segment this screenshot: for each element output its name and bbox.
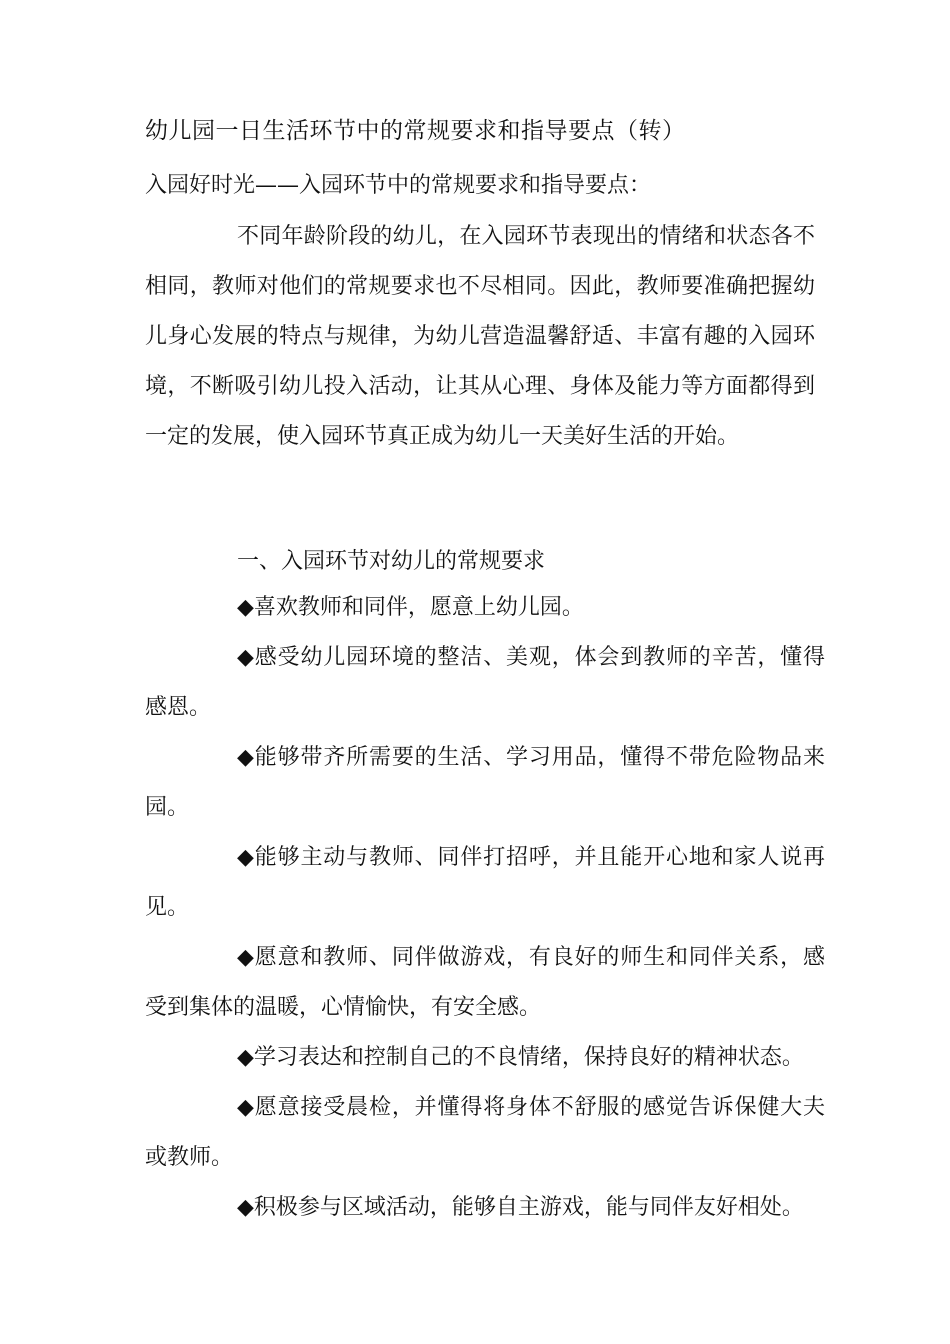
list-item: ◆积极参与区域活动，能够自主游戏，能与同伴友好相处。 (237, 1195, 804, 1220)
intro-paragraph: 不同年龄阶段的幼儿，在入园环节表现出的情绪和状态各不相同，教师对他们的常规要求也不尽相同。因此，教师要准确把握幼儿身心发展的特点与规律，为幼儿营造温馨舒适、丰富有趣的入园环境，不断吸引幼儿投入活动，让其从心理、身体及能力等方面都得到一定的发展，使入园环节真正成为幼儿一天美好生活的开始。 (145, 224, 815, 449)
document-title: 幼儿园一日生活环节中的常规要求和指导要点（转） (145, 118, 686, 144)
list-item: ◆能够带齐所需要的生活、学习用品，懂得不带危险物品来园。 (145, 745, 825, 820)
list-item: ◆学习表达和控制自己的不良情绪，保持良好的精神状态。 (237, 1045, 804, 1070)
list-item: ◆愿意和教师、同伴做游戏，有良好的师生和同伴关系，感受到集体的温暖，心情愉快，有安全感。 (145, 945, 825, 1020)
list-item: ◆能够主动与教师、同伴打招呼，并且能开心地和家人说再见。 (145, 845, 825, 920)
requirement-list (145, 583, 825, 1233)
document-subtitle: 入园好时光——入园环节中的常规要求和指导要点： (145, 173, 652, 198)
list-item: ◆愿意接受晨检，并懂得将身体不舒服的感觉告诉保健大夫或教师。 (145, 1095, 825, 1170)
list-item: ◆喜欢教师和同伴，愿意上幼儿园。 (237, 595, 584, 620)
list-item: ◆感受幼儿园环境的整洁、美观，体会到教师的辛苦，懂得感恩。 (145, 645, 825, 720)
section-heading: 一、入园环节对幼儿的常规要求 (237, 549, 546, 574)
